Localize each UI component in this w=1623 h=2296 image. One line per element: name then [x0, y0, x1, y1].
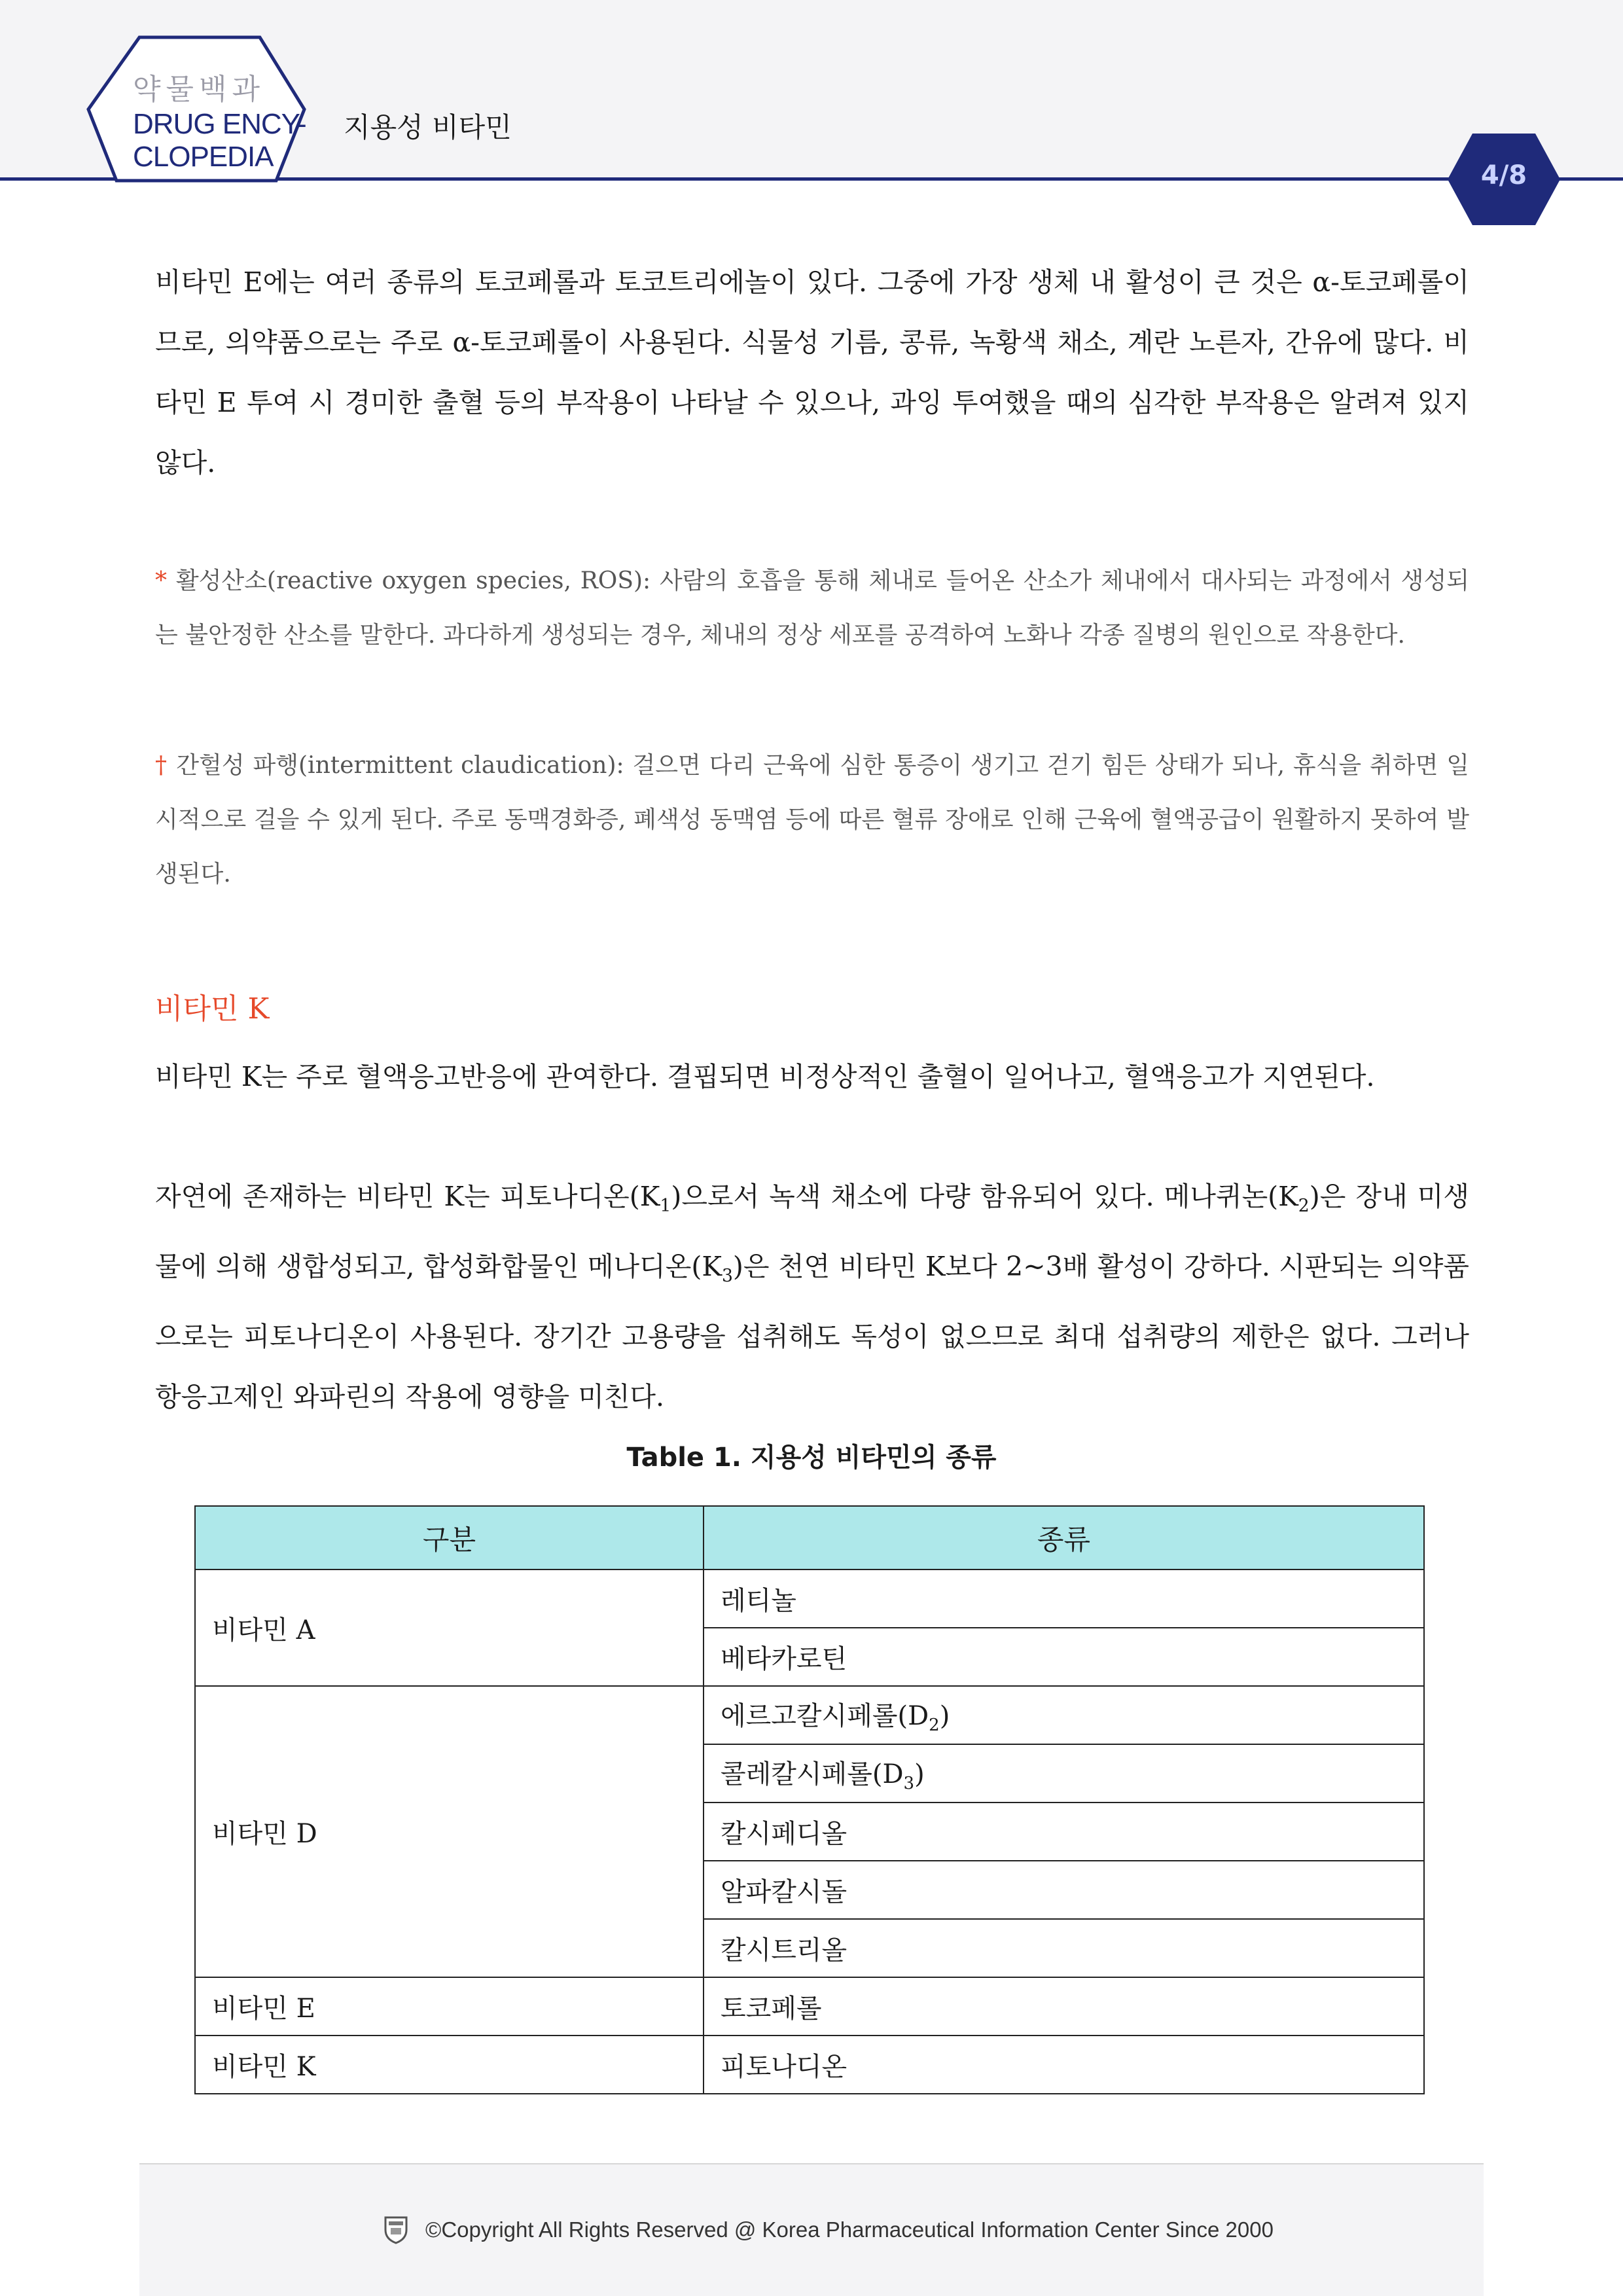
table-cell-type: 레티놀 — [704, 1570, 1424, 1628]
section-title-vitamin-k: 비타민 K — [155, 992, 270, 1026]
footnote-text: 간헐성 파행(intermittent claudication): 걸으면 다리 근육에 심한 통증이 생기고 걷기 힘든 상태가 되나, 휴식을 취하면 일시적으로 걸을 수 있게 된다. 주로 동맥경화증, 폐색성 동맥염 등에 따른 혈류 장애로 인해 근육에 혈액공급이 원활하지 못하여 발생된다. — [155, 752, 1470, 888]
table-header-row — [195, 1506, 1424, 1570]
table-row — [195, 1570, 1424, 1628]
table-cell-type: 콜레칼시페롤$(D_3)$ — [704, 1744, 1424, 1803]
table-cell-category: 비타민 K — [195, 2036, 704, 2094]
vitamin-e-paragraph: 비타민 E에는 여러 종류의 토코페롤과 토코트리에놀이 있다. 그중에 가장 생체 내 활성이 큰 것은 α-토코페롤이므로, 의약품으로는 주로 α-토코페롤이 사용된다. 식물성 기름, 콩류, 녹황색 채소, 계란 노른자, 간유에 많다. 비타민 E 투여 시 경미한 출혈 등의 부작용이 나타날 수 있으나, 과잉 투여했을 때의 심각한 부작용은 알려져 있지 않다. — [155, 266, 1469, 478]
table-cell-type: 칼시트리올 — [704, 1919, 1424, 1977]
table-cell-category: 비타민 E — [195, 1977, 704, 2036]
footnote-ros — [155, 554, 1469, 662]
footer-copyright: ©Copyright All Rights Reserved @ Korea Pharmaceutical Information Center Since 2000 — [425, 2217, 1274, 2242]
table-row — [195, 1977, 1424, 2036]
table-header-types: 종류 — [704, 1506, 1424, 1570]
page-indicator: 4/8 — [1480, 160, 1527, 190]
table-cell-category: 비타민 D — [195, 1686, 704, 1977]
table-cell-category: 비타민 A — [195, 1570, 704, 1686]
footnote-claudication — [155, 738, 1469, 901]
table-cell-type: 에르고칼시페롤$(D_2)$ — [704, 1686, 1424, 1744]
table-cell-type: 칼시페디올 — [704, 1803, 1424, 1861]
footnote-text: 활성산소(reactive oxygen species, ROS): 사람의 호흡을 통해 체내로 들어온 산소가 체내에서 대사되는 과정에서 생성되는 불안정한 산소를 말한다. 과다하게 생성되는 경우, 체내의 정상 세포를 공격하여 노화나 각종 질병의 원인으로 작용한다. — [155, 567, 1469, 649]
table-header-category: 구분 — [195, 1506, 704, 1570]
logo-korean: 약물백과 — [133, 73, 266, 106]
table-cell-type: 베타카로틴 — [704, 1628, 1424, 1686]
table-row — [195, 2036, 1424, 2094]
table-cell-type: 피토나디온 — [704, 2036, 1424, 2094]
vitamin-table — [194, 1505, 1425, 2094]
table-row — [195, 1686, 1424, 1744]
logo-english: DRUG ENCY- CLOPEDIA — [133, 108, 306, 173]
kpic-shield-icon — [383, 2215, 409, 2244]
header-title: 지용성 비타민 — [344, 111, 512, 143]
table-cell-type: 토코페롤 — [704, 1977, 1424, 2036]
vitamin-k-paragraph: 자연에 존재하는 비타민 K는 피토나디온$(K_1)$으로서 녹색 채소에 다량 함유되어 있다. 메나퀴논$(K_2)$은 장내 미생물에 의해 생합성되고, 합성화합물인 메나디온$(K_3)$은 천연 비타민 K보다 2~3배 활성이 강하다. 시판되는 의약품으로는 피토나디온이 사용된다. 장기간 고용량을 섭취해도 독성이 없으므로 최대 섭취량의 제한은 없다. 그러나 항응고제인 와파린의 작용에 영향을 미친다. — [155, 1181, 1469, 1413]
table-caption: Table 1. 지용성 비타민의 종류 — [626, 1443, 997, 1473]
vitamin-k-intro: 비타민 K는 주로 혈액응고반응에 관여한다. 결핍되면 비정상적인 출혈이 일어나고, 혈액응고가 지연된다. — [155, 1061, 1375, 1092]
footnote-mark: * — [155, 567, 167, 594]
table-cell-type: 알파칼시돌 — [704, 1861, 1424, 1919]
footnote-mark: † — [155, 752, 168, 779]
